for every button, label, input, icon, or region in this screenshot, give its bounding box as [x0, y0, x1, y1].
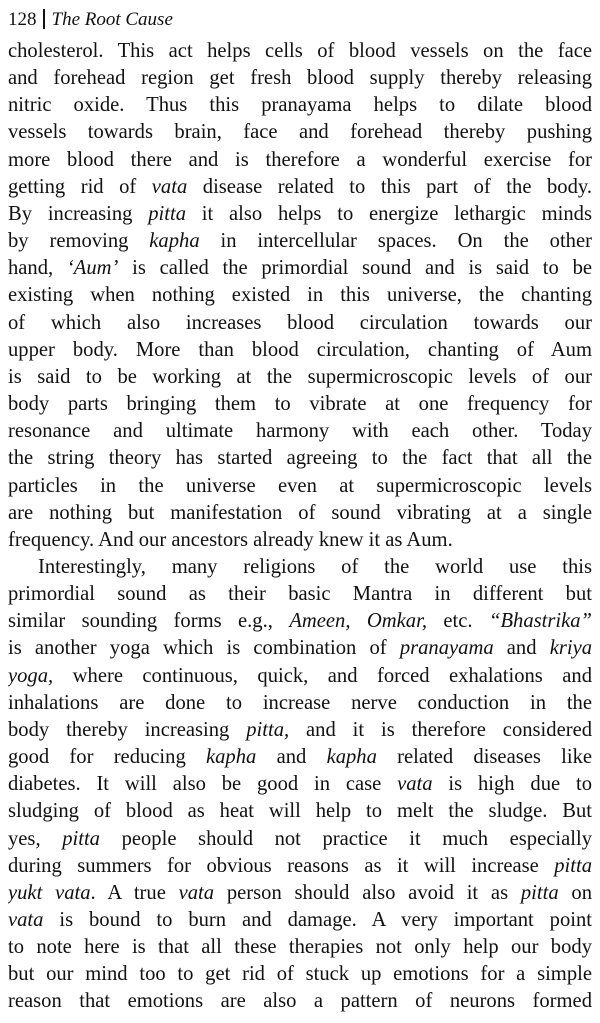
text-run: disease related to this part of the body. — [187, 175, 592, 198]
text-line — [8, 310, 592, 337]
text-run: hand, — [8, 257, 67, 280]
text-line — [8, 798, 592, 825]
text-run: person should also avoid it as — [214, 881, 521, 904]
text-line — [8, 690, 592, 717]
text-run: is called the primordial sound and is said to be — [118, 257, 592, 280]
text-run: by removing — [8, 230, 150, 253]
text-line — [8, 65, 592, 92]
text-run: etc. — [427, 610, 489, 633]
text-line — [8, 228, 592, 255]
text-line — [8, 337, 592, 364]
text-run: and — [256, 746, 327, 769]
text-run: upper body. More than blood circulation, chanting of Aum — [8, 338, 592, 361]
text-run: it also helps to energize lethargic minds — [186, 202, 592, 225]
italic-term: kapha — [149, 230, 200, 253]
text-run: good for reducing — [8, 746, 206, 769]
text-run: similar sounding forms e.g., — [8, 610, 290, 633]
header-divider — [43, 9, 45, 29]
text-run: are nothing but manifestation of sound vibrating at a single — [8, 501, 592, 524]
text-run: Interestingly, many religions of the world use this — [38, 555, 592, 578]
italic-term: pitta, — [246, 718, 290, 741]
text-line — [8, 201, 592, 228]
italic-term: pranayama — [399, 637, 494, 660]
text-run: is bound to burn and damage. A very important point — [43, 909, 592, 931]
text-line — [8, 391, 592, 418]
text-line — [8, 853, 592, 880]
text-run: and forehead region get fresh blood supply thereby releasing — [8, 67, 592, 90]
text-run: sludging of blood as heat will help to melt the sludge. But — [8, 800, 592, 823]
text-run: vessels towards brain, face and forehead thereby pushing — [8, 121, 592, 144]
text-run: nitric oxide. Thus this pranayama helps to dilate blood — [8, 94, 592, 117]
text-line — [8, 255, 592, 282]
text-run: getting rid of — [8, 175, 152, 198]
text-run: people should not practice it much especially — [99, 827, 592, 850]
text-run: resonance and ultimate harmony with each other. Today — [8, 420, 592, 443]
italic-term: pitta — [554, 854, 592, 877]
text-line — [8, 663, 592, 690]
text-line — [8, 961, 592, 988]
italic-term: vata — [151, 175, 188, 198]
italic-term: kapha — [326, 746, 377, 769]
text-run: during summers for obvious reasons as it will increase — [8, 854, 555, 877]
text-line — [8, 38, 592, 65]
italic-term: yukt vata — [8, 881, 91, 904]
text-run: related diseases like — [376, 746, 592, 769]
italic-term: vata — [397, 773, 433, 796]
text-line — [8, 147, 592, 174]
text-run: and — [493, 637, 550, 660]
text-line — [8, 527, 592, 554]
text-run: where continuous, quick, and forced exhalations and — [53, 664, 592, 687]
text-line — [8, 880, 592, 907]
text-run: diabetes. It will also be good in case — [8, 773, 398, 796]
text-line — [8, 119, 592, 146]
text-line — [8, 364, 592, 391]
text-run: to note here is that all these therapies not only help our body — [8, 936, 592, 959]
text-line — [8, 934, 592, 961]
text-line — [8, 581, 592, 608]
text-run: body thereby increasing — [8, 718, 247, 741]
italic-term: pitta — [62, 827, 100, 850]
text-line — [8, 445, 592, 472]
text-line — [8, 282, 592, 309]
text-line — [8, 608, 592, 635]
italic-term: kriya — [549, 637, 592, 660]
italic-term: pitta — [520, 881, 559, 904]
text-run: is another yoga which is combination of — [8, 637, 400, 660]
running-header — [8, 8, 173, 32]
text-run: is high due to — [432, 773, 592, 796]
italic-term: kapha — [206, 746, 257, 769]
text-line — [8, 554, 592, 581]
text-run: of which also increases blood circulation towards our — [8, 311, 592, 334]
italic-term: vata — [8, 909, 44, 931]
text-run: primordial sound as their basic Mantra in different but — [8, 583, 592, 606]
text-run: reason that emotions are also a pattern of neurons formed — [8, 990, 592, 1013]
text-line — [8, 988, 592, 1015]
text-run: the string theory has started agreeing to the fact that all the — [8, 447, 592, 470]
running-title: The Root Cause — [51, 9, 173, 30]
italic-term: yoga, — [8, 664, 54, 687]
text-line — [8, 473, 592, 500]
text-run: inhalations are done to increase nerve conduction in the — [8, 691, 592, 714]
text-run: frequency. And our ancestors already knew it as Aum. — [8, 528, 453, 551]
page-number: 128 — [8, 9, 37, 30]
text-run: . A true — [90, 881, 179, 904]
italic-term: pitta — [148, 202, 186, 225]
text-run: but our mind too to get rid of stuck up emotions for a simple — [8, 963, 592, 986]
italic-term: ‘Aum’ — [66, 257, 119, 280]
text-line — [8, 717, 592, 744]
text-run: By increasing — [8, 202, 149, 225]
text-run: body parts bringing them to vibrate at one frequency for — [8, 393, 592, 416]
text-run: in intercellular spaces. On the other — [199, 230, 592, 253]
text-line — [8, 92, 592, 119]
text-line — [8, 635, 592, 662]
text-line — [8, 418, 592, 445]
text-run: cholesterol. This act helps cells of blood vessels on the face — [8, 40, 592, 62]
text-run: is said to be working at the supermicroscopic levels of our — [8, 365, 592, 388]
text-line — [8, 500, 592, 527]
text-line — [8, 174, 592, 201]
body-text — [8, 38, 592, 1016]
italic-term: vata — [178, 881, 215, 904]
text-line — [8, 907, 592, 934]
text-run: existing when nothing existed in this universe, the chanting — [8, 284, 592, 307]
text-run: yes, — [8, 827, 63, 850]
italic-term: “Bhastrika” — [489, 610, 592, 633]
text-run: particles in the universe even at supermicroscopic levels — [8, 474, 592, 497]
text-run: and it is therefore considered — [289, 718, 592, 741]
italic-term: Ameen, Omkar, — [289, 610, 427, 633]
text-run: on — [558, 881, 592, 904]
text-line — [8, 826, 592, 853]
text-line — [8, 744, 592, 771]
text-line — [8, 771, 592, 798]
text-run: more blood there and is therefore a wonderful exercise for — [8, 148, 592, 171]
